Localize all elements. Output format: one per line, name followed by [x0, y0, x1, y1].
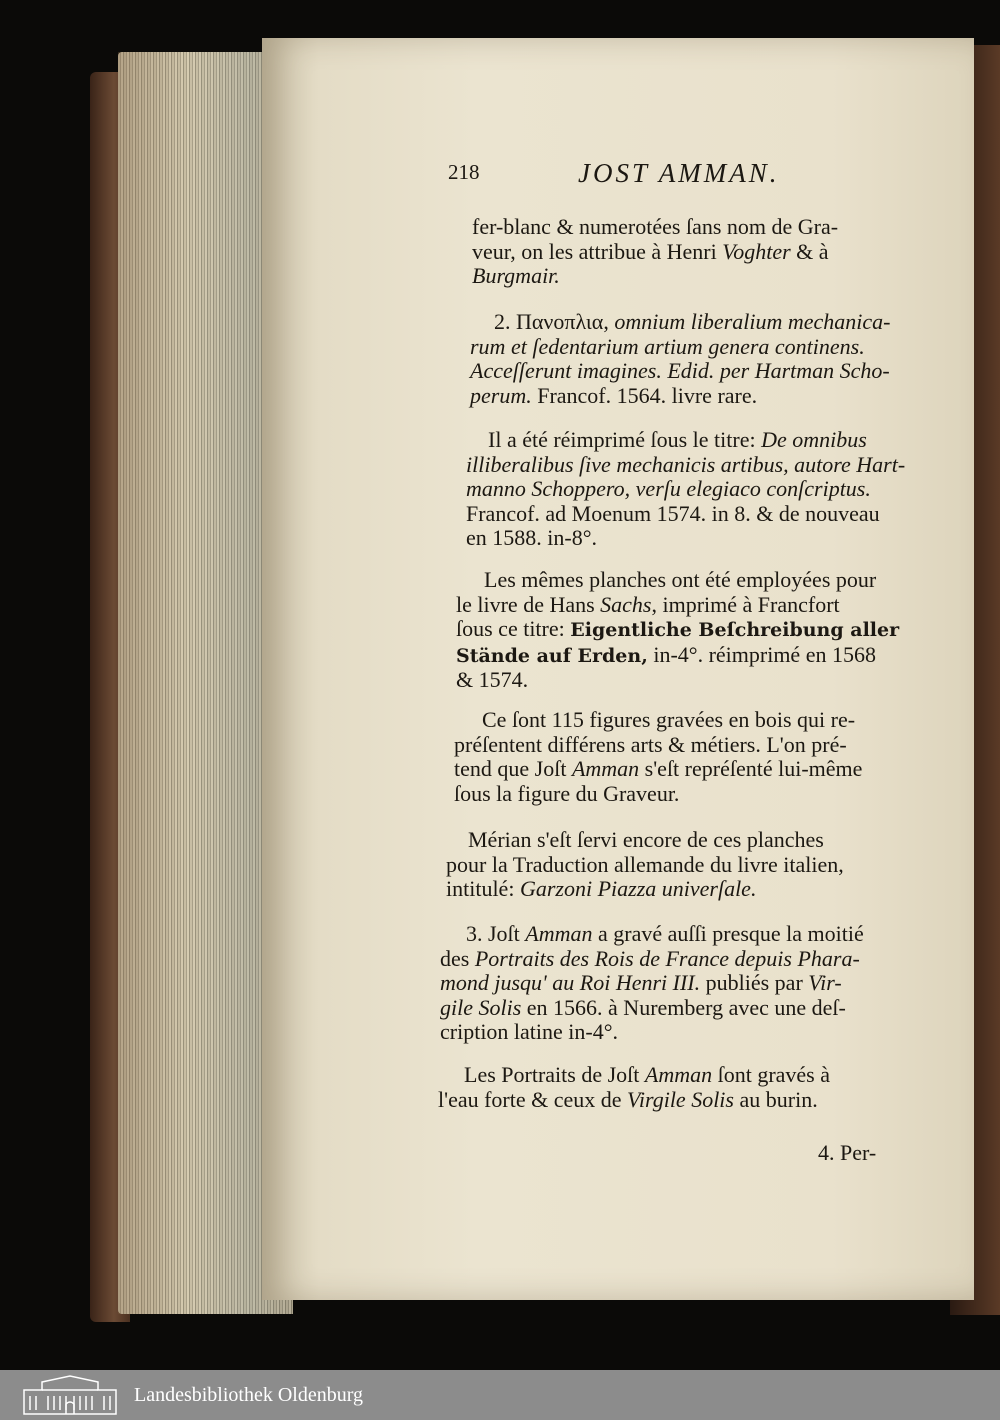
paragraph-5: Ce ſont 115 figures gravées en bois qui re- préſentent différens arts & métiers. L'on pré- tend que Joſt Amman s'eſt repréſenté lui-même ſous la figure du Graveur.: [454, 707, 863, 806]
paragraph-6: Mérian s'eſt ſervi encore de ces planches pour la Traduction allemande du livre italien, intitulé: Garzoni Piazza univerſale.: [446, 827, 844, 901]
paragraph-4: Les mêmes planches ont été employées pour le livre de Hans Sachs, imprimé à Francfort ſous ce titre: Eigentliche Beſchreibung aller Stände auf Erden, in-4°. réimprimé en 1568 & 1574.: [456, 567, 900, 692]
paragraph-3: Il a été réimprimé ſous le titre: De omnibus illiberalibus ſive mechanicis artibus, autore Hart- manno Schoppero, verſu elegiaco conſcriptus. Francof. ad Moenum 1574. in 8. & de nouveau en 1588. in-8°.: [466, 427, 906, 550]
running-title: JOST AMMAN.: [578, 158, 780, 188]
paragraph-8: Les Portraits de Joſt Amman ſont gravés à l'eau forte & ceux de Virgile Solis au burin.: [438, 1062, 830, 1112]
library-name[interactable]: Landesbibliothek Oldenburg: [134, 1384, 364, 1406]
catchword: 4. Per-: [818, 1140, 877, 1165]
paragraph-7: 3. Joſt Amman a gravé auſſi presque la moitié des Portraits des Rois de France depuis Phara- mond jusqu' au Roi Henri III. publiés par Vir- gile Solis en 1566. à Nuremberg avec une deſ- cription latine in-4°.: [440, 921, 864, 1044]
library-footer: [0, 1370, 1000, 1420]
library-building-icon: [20, 1374, 120, 1416]
paragraph-1: fer-blanc & numerotées ſans nom de Gra- veur, on les attribue à Henri Voghter & à Burgmair.: [472, 214, 839, 288]
page-number: 218: [448, 160, 480, 184]
paragraph-2: 2. Πανοπλια, omnium liberalium mechanica- rum et ſedentarium artium genera continens. Acceſſerunt imagines. Edid. per Hartman Scho- perum. Francof. 1564. livre rare.: [470, 309, 891, 408]
